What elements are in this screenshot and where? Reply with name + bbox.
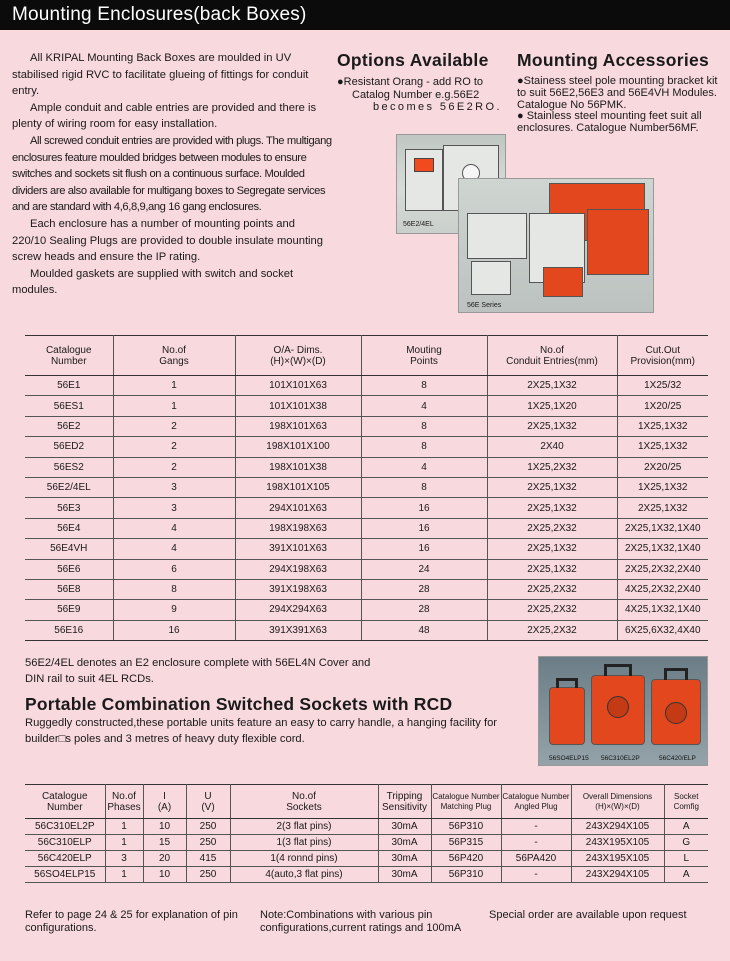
table-row: [25, 600, 708, 620]
table-cell: 8: [361, 416, 487, 436]
column-header: Mouting Points: [361, 336, 487, 376]
table-row: [25, 457, 708, 477]
table-cell: 4: [361, 457, 487, 477]
table-cell: 1: [113, 376, 235, 396]
table-row: [25, 416, 708, 436]
table-cell: 8: [113, 579, 235, 599]
enclosure-box: [543, 267, 583, 297]
table-cell: 391X198X63: [235, 579, 361, 599]
accessories-title: Mounting Accessories: [517, 50, 710, 70]
footer-special-order: Special order are available upon request: [489, 909, 687, 921]
table-cell: 30mA: [378, 835, 431, 851]
footer-note: Note:Combinations with various pin configurations,current ratings and 100mA: [260, 909, 462, 934]
table-cell: 2X20/25: [617, 457, 708, 477]
table-cell: 56E8: [25, 579, 113, 599]
table-cell: 250: [186, 835, 230, 851]
table-cell: -: [501, 867, 571, 883]
table-cell: 10: [143, 867, 186, 883]
table-cell: 294X294X63: [235, 600, 361, 620]
table-cell: 2X25,1X32: [487, 559, 617, 579]
portable-unit: [591, 675, 645, 745]
intro-paragraph: All screwed conduit entries are provided with plugs. The multigang enclosures feature moulded bridges between modules to ensure switches and sockets sit flush on a continuous surface. Moulded dividers are also available for multigang boxes to Segregate services and are standard with 4,6,8,9,ang 16 gang enclosures.: [12, 134, 332, 214]
portable-unit: [651, 679, 701, 745]
column-header: Catalogue Number Matching Plug: [431, 785, 501, 819]
table-row: [25, 819, 708, 835]
table-cell: 250: [186, 867, 230, 883]
table-cell: 2X25,1X32: [617, 498, 708, 518]
table-cell: 391X101X63: [235, 539, 361, 559]
table-cell: 2X25,1X32: [487, 477, 617, 497]
table-cell: 8: [361, 437, 487, 457]
table-cell: 243X195X105: [571, 851, 664, 867]
table-row: [25, 477, 708, 497]
table-row: [25, 620, 708, 640]
table-cell: 2X40: [487, 437, 617, 457]
table-cell: 56C310ELP: [25, 835, 105, 851]
table-cell: 4(auto,3 flat pins): [230, 867, 378, 883]
table-row: [25, 437, 708, 457]
enclosure-box: [587, 209, 649, 275]
table-cell: 56ES1: [25, 396, 113, 416]
table-cell: 198X101X105: [235, 477, 361, 497]
table-cell: 30mA: [378, 819, 431, 835]
table-cell: 1X25/32: [617, 376, 708, 396]
table-cell: 56C310EL2P: [25, 819, 105, 835]
intro-paragraph: All KRIPAL Mounting Back Boxes are moulded in UV stabilised rigid RVC to facilitate glueing of fittings for conduit entry.: [12, 52, 309, 98]
table-cell: 56E4VH: [25, 539, 113, 559]
table-cell: 2X25,1X32: [487, 416, 617, 436]
table-cell: 2: [113, 437, 235, 457]
table-row: [25, 559, 708, 579]
table-row: [25, 867, 708, 883]
table-header-row: [25, 336, 708, 376]
table-cell: 56C420ELP: [25, 851, 105, 867]
table-header-row: [25, 785, 708, 819]
table-cell: 3: [105, 851, 143, 867]
table-cell: 56P420: [431, 851, 501, 867]
accessory-item: ●Stainess steel pole mounting bracket kit to suit 56E2,56E3 and 56E4VH Modules. Catalogue No 56PMK.: [517, 75, 718, 111]
handle-icon: [604, 664, 632, 676]
table-cell: 1: [105, 819, 143, 835]
table-cell: 24: [361, 559, 487, 579]
table-cell: 56P315: [431, 835, 501, 851]
table-cell: 56E1: [25, 376, 113, 396]
enclosure-box: [405, 149, 443, 211]
table-cell: 16: [361, 518, 487, 538]
options-title: Options Available: [337, 50, 489, 70]
table-cell: 8: [361, 376, 487, 396]
photo-caption: 56E Series: [467, 302, 502, 309]
portable-sockets-table: [25, 784, 708, 883]
table-cell: 2X25,2X32: [487, 620, 617, 640]
table-cell: 391X391X63: [235, 620, 361, 640]
column-header: U (V): [186, 785, 230, 819]
table-cell: -: [501, 835, 571, 851]
table-cell: 243X294X105: [571, 819, 664, 835]
table-cell: 16: [113, 620, 235, 640]
table-cell: 1(3 flat pins): [230, 835, 378, 851]
table-cell: 2X25,1X32: [487, 376, 617, 396]
table-cell: 198X101X100: [235, 437, 361, 457]
table-row: [25, 376, 708, 396]
portable-sockets-photo: [538, 656, 708, 766]
options-line: Catalog Number e.g.56E2: [352, 88, 480, 101]
table-cell: 56PA420: [501, 851, 571, 867]
photo-caption: 56E2/4EL: [403, 221, 434, 228]
table-cell: 243X294X105: [571, 867, 664, 883]
table-row: [25, 518, 708, 538]
table-cell: 1X25,1X32: [617, 477, 708, 497]
column-header: Socket Comfig: [664, 785, 708, 819]
column-header: Catalogue Number Angled Plug: [501, 785, 571, 819]
options-section: [337, 50, 507, 114]
table-cell: 294X198X63: [235, 559, 361, 579]
table-cell: 9: [113, 600, 235, 620]
table-cell: L: [664, 851, 708, 867]
table-cell: 294X101X63: [235, 498, 361, 518]
enclosure-box: [471, 261, 511, 295]
table-cell: 48: [361, 620, 487, 640]
table-cell: 2X25,2X32: [487, 579, 617, 599]
column-header: Cut.Out Provision(mm): [617, 336, 708, 376]
table-cell: 1X25,1X20: [487, 396, 617, 416]
column-header: Catalogue Number: [25, 785, 105, 819]
enclosure-box: [467, 213, 527, 259]
table-cell: 415: [186, 851, 230, 867]
table-row: [25, 539, 708, 559]
intro-text: [12, 50, 332, 299]
table-cell: 10: [143, 819, 186, 835]
table-cell: 101X101X63: [235, 376, 361, 396]
table-cell: 2(3 flat pins): [230, 819, 378, 835]
table-cell: 2X25,1X32: [487, 539, 617, 559]
page-header: [0, 0, 730, 30]
intro-paragraph: Moulded gaskets are supplied with switch and socket modules.: [12, 267, 294, 297]
column-header: No.of Conduit Entries(mm): [487, 336, 617, 376]
table-cell: 15: [143, 835, 186, 851]
enclosure-note: 56E2/4EL denotes an E2 enclosure complete with 56EL4N Cover and DIN rail to suit 4EL RCDs.: [25, 657, 371, 685]
photo-caption: 56C310EL2P: [601, 755, 640, 762]
table-cell: 16: [361, 539, 487, 559]
table-cell: 2: [113, 457, 235, 477]
table-cell: 56E2: [25, 416, 113, 436]
column-header: Overall Dimensions (H)×(W)×(D): [571, 785, 664, 819]
table-cell: 1: [105, 835, 143, 851]
column-header: I (A): [143, 785, 186, 819]
table-cell: 56E4: [25, 518, 113, 538]
table-cell: 4X25,1X32,1X40: [617, 600, 708, 620]
accessories-section: [517, 50, 722, 135]
table-cell: 4: [113, 539, 235, 559]
table-cell: 56ES2: [25, 457, 113, 477]
table-cell: 56E16: [25, 620, 113, 640]
table-cell: 30mA: [378, 851, 431, 867]
table-cell: 198X198X63: [235, 518, 361, 538]
footer-pin-reference: Refer to page 24 & 25 for explanation of pin configurations.: [25, 909, 238, 934]
accessory-item: ● Stainless steel mounting feet suit all enclosures. Catalogue Number56MF.: [517, 110, 702, 135]
switch-icon: [414, 158, 434, 172]
table-cell: 56P310: [431, 819, 501, 835]
handle-icon: [556, 678, 578, 688]
options-line: ●Resistant Orang - add RO to: [337, 76, 484, 88]
table-cell: 28: [361, 579, 487, 599]
table-cell: 101X101X38: [235, 396, 361, 416]
table-cell: 1X20/25: [617, 396, 708, 416]
intro-paragraph: Ample conduit and cable entries are provided and there is plenty of wiring room for easy installation.: [12, 101, 317, 131]
table-cell: 28: [361, 600, 487, 620]
table-row: [25, 396, 708, 416]
table-cell: 56E6: [25, 559, 113, 579]
options-line: becomes 56E2RO.: [373, 101, 502, 113]
table-cell: -: [501, 819, 571, 835]
table-cell: 56E2/4EL: [25, 477, 113, 497]
handle-icon: [664, 668, 688, 680]
table-cell: 1: [113, 396, 235, 416]
column-header: No.of Sockets: [230, 785, 378, 819]
enclosure-series-photo: [458, 178, 654, 313]
table-cell: 1X25,1X32: [617, 416, 708, 436]
table-cell: 3: [113, 477, 235, 497]
table-cell: 56SO4ELP15: [25, 867, 105, 883]
intro-paragraph: Each enclosure has a number of mounting points and 220/10 Sealing Plugs are provided to double insulate mounting screw heads and ensure the IP rating.: [12, 217, 323, 264]
column-header: Tripping Sensitivity: [378, 785, 431, 819]
column-header: O/A- Dims. (H)×(W)×(D): [235, 336, 361, 376]
photo-caption: 56C420/ELP: [659, 755, 696, 762]
table-cell: 1X25,1X32: [617, 437, 708, 457]
table-cell: 2X25,1X32,1X40: [617, 539, 708, 559]
photo-caption: 56SO4ELP15: [549, 755, 589, 762]
socket-icon: [665, 702, 687, 724]
table-cell: 20: [143, 851, 186, 867]
table-cell: 2X25,2X32: [487, 518, 617, 538]
table-cell: 1(4 ronnd pins): [230, 851, 378, 867]
page-title: Mounting Enclosures(back Boxes): [12, 4, 307, 25]
table-cell: 56E9: [25, 600, 113, 620]
table-cell: 243X195X105: [571, 835, 664, 851]
socket-icon: [607, 696, 629, 718]
table-cell: 56E3: [25, 498, 113, 518]
table-cell: 16: [361, 498, 487, 518]
table-cell: 2X25,2X32: [487, 600, 617, 620]
table-cell: 2X25,1X32: [487, 498, 617, 518]
table-cell: 4X25,2X32,2X40: [617, 579, 708, 599]
enclosures-table: [25, 335, 708, 641]
column-header: No.of Phases: [105, 785, 143, 819]
table-cell: G: [664, 835, 708, 851]
column-header: Catalogue Number: [25, 336, 113, 376]
table-cell: 2X25,2X32,2X40: [617, 559, 708, 579]
table-cell: 8: [361, 477, 487, 497]
table-cell: 56ED2: [25, 437, 113, 457]
table-cell: 1X25,2X32: [487, 457, 617, 477]
table-cell: 1: [105, 867, 143, 883]
table-cell: 198X101X63: [235, 416, 361, 436]
table-cell: 30mA: [378, 867, 431, 883]
portable-unit: [549, 687, 585, 745]
table-row: [25, 835, 708, 851]
table-cell: 6: [113, 559, 235, 579]
column-header: No.of Gangs: [113, 336, 235, 376]
table-cell: 3: [113, 498, 235, 518]
table-cell: 6X25,6X32,4X40: [617, 620, 708, 640]
table-cell: A: [664, 867, 708, 883]
table-cell: 4: [113, 518, 235, 538]
table-cell: 56P310: [431, 867, 501, 883]
table-row: [25, 579, 708, 599]
table-row: [25, 498, 708, 518]
table-cell: 2: [113, 416, 235, 436]
table-cell: 4: [361, 396, 487, 416]
table-cell: A: [664, 819, 708, 835]
portable-description: Ruggedly constructed,these portable units feature an easy to carry handle, a hanging facility for builder□s poles and 3 metres of heavy duty flexible cord.: [25, 717, 498, 745]
table-cell: 198X101X38: [235, 457, 361, 477]
table-row: [25, 851, 708, 867]
table-cell: 250: [186, 819, 230, 835]
table-cell: 2X25,1X32,1X40: [617, 518, 708, 538]
portable-section-title: Portable Combination Switched Sockets with RCD: [25, 694, 453, 714]
